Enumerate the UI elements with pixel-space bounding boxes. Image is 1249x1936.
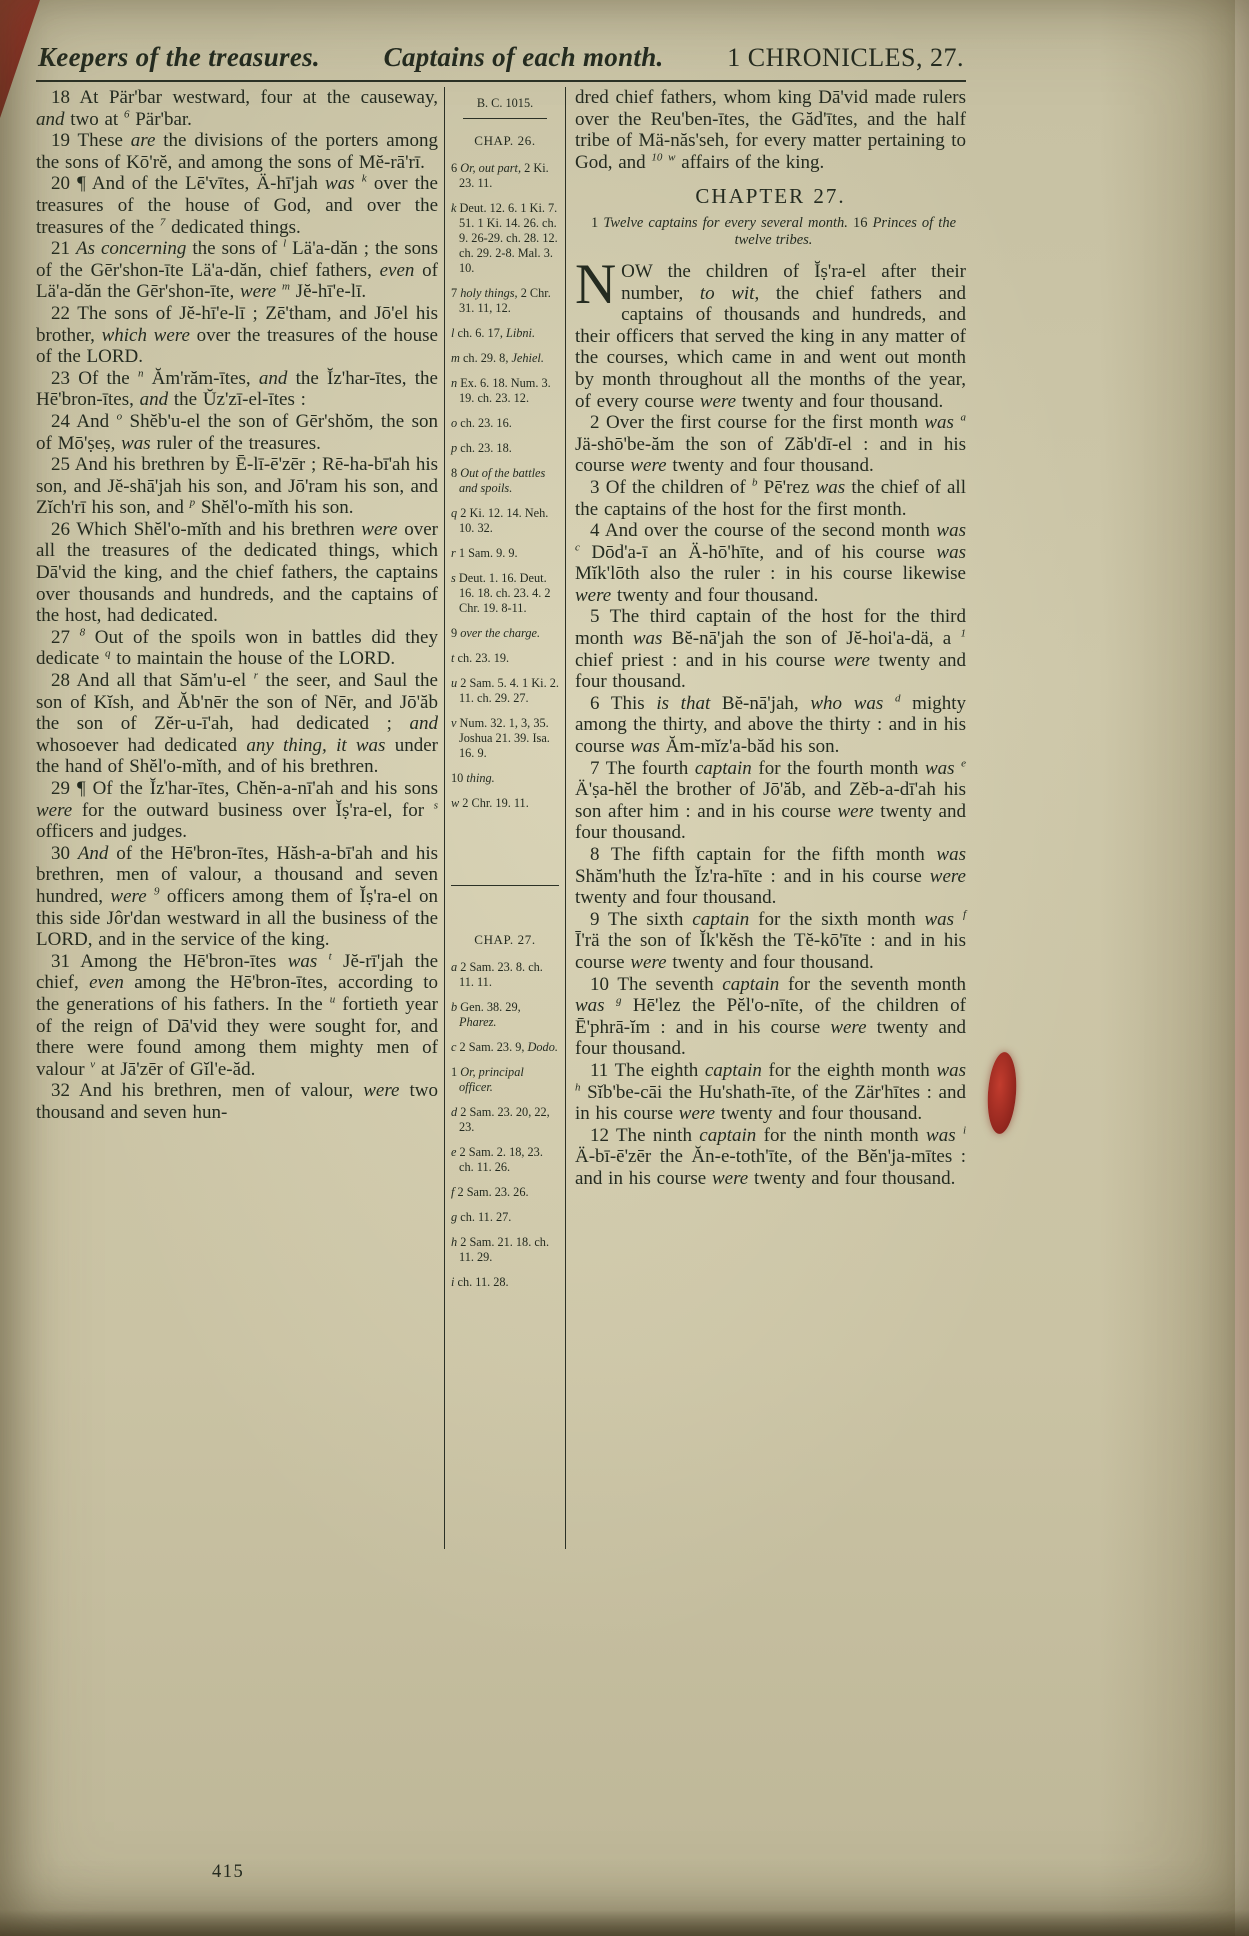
reference-entry: a 2 Sam. 23. 8. ch. 11. 11.: [451, 960, 543, 989]
verse-paragraph: 25 And his brethren by Ē-lī-ē'zēr ; Rē-ha-bī'ah his son, and Jĕ-shā'jah his son, and Jō'ram his son, and Zĭch'rī his son, and $^p$ Shĕl'o-mĭth his son.: [36, 454, 438, 519]
verse-paragraph: 31 Among the Hē'bron-ītes was $^t$ Jĕ-rī'jah the chief, even among the Hē'bron-ītes, according to the generations of his fathers. In the $^u$ fortieth year of the reign of Dā'vid they were sought for, and there were found among them mighty men of valour $^v$ at Jā'zēr of Gĭl'e-ăd.: [36, 950, 439, 1080]
margin-reference-column: [444, 87, 566, 1549]
running-head-center-title: Captains of each month.: [383, 42, 664, 72]
bc-date-label: B. C. 1015.: [476, 96, 534, 110]
reference-entry: s Deut. 1. 16. Deut. 16. 18. ch. 23. 4. 2 Chr. 19. 8-11.: [451, 571, 551, 615]
verse-paragraph: 26 Which Shĕl'o-mĭth and his brethren were over all the treasures of the dedicated things, which Dā'vid the king, and the chief fathers, the captains over thousands and hundreds, and the captains of the host, had dedicated.: [36, 518, 438, 627]
verse-paragraph: 27 $^8$ Out of the spoils won in battles did they dedicate $^q$ to maintain the house of the LORD.: [36, 626, 438, 670]
reference-entry: 6 Or, out part, 2 Ki. 23. 11.: [451, 161, 549, 190]
verse-paragraph: 12 The ninth captain for the ninth month was $^i$ Ä-bī-ē'zēr the Ăn-e-toth'īte, of the Bĕn'ja-mītes : and in his course were twenty and four thousand.: [575, 1124, 967, 1189]
reference-column-rule: [463, 118, 547, 119]
reference-entry: g ch. 11. 27.: [451, 1210, 512, 1224]
reference-entry: r 1 Sam. 9. 9.: [451, 546, 518, 560]
verse-paragraph: 20 ¶ And of the Lē'vītes, Ä-hī'jah was $^k$ over the treasures of the house of God, and over the treasures of the $^7$ dedicated things.: [36, 173, 438, 238]
reference-entry: v Num. 32. 1, 3, 35. Joshua 21. 39. Isa. 16. 9.: [451, 716, 550, 760]
running-head-left-title: Keepers of the treasures.: [38, 42, 320, 72]
page-number: 415: [212, 1862, 245, 1882]
verse-paragraph: 30 And of the Hē'bron-ītes, Hăsh-a-bī'ah and his brethren, men of valour, a thousand and seven hundred, were $^9$ officers among them of Ĭṣ'ra-el on this side Jôr'dan westward in all the business of the LORD, and in the service of the king.: [36, 842, 439, 951]
verse-paragraph: 19 These are the divisions of the porters among the sons of Kō'rĕ, and among the sons of Mĕ-rā'rī.: [36, 130, 438, 173]
verse-paragraph: 11 The eighth captain for the eighth month was $^h$ Sĭb'be-cāi the Hu'shath-īte, of the Zär'hītes : and in his course were twenty and four thousand.: [575, 1059, 967, 1125]
reference-entry: u 2 Sam. 5. 4. 1 Ki. 2. 11. ch. 29. 27.: [451, 676, 559, 705]
reference-entry: m ch. 29. 8, Jehiel.: [451, 351, 544, 365]
book-bottom-edge-shadow: [0, 1910, 1249, 1936]
reference-entry: b Gen. 38. 29, Pharez.: [451, 1000, 521, 1029]
reference-section-divider: [451, 885, 559, 886]
verse-paragraph: 18 At Pär'bar westward, four at the causeway, and two at $^6$ Pär'bar.: [36, 87, 438, 130]
verse-paragraph: 4 And over the course of the second month was $^c$ Dōd'a-ī an Ä-hō'hīte, and of his course was Mĭk'lōth also the ruler : in his course likewise were twenty and four thousand.: [575, 520, 966, 606]
chapter-heading: CHAPTER 27.: [695, 184, 846, 209]
right-text-column: [566, 87, 966, 1549]
chapter-summary: 1 Twelve captains for every several month. 16 Princes of the twelve tribes.: [591, 214, 957, 249]
verse-paragraph: 7 The fourth captain for the fourth month was $^e$ Ä'ṣa-hĕl the brother of Jō'ăb, and Zĕb-a-dī'ah his son after him : and in his course were twenty and four thousand.: [575, 757, 966, 844]
reference-entry: k Deut. 12. 6. 1 Ki. 7. 51. 1 Ki. 14. 26. ch. 9. 26-29. ch. 28. 12. ch. 29. 2-8. Mal. 3. 10.: [451, 201, 558, 275]
verse-paragraph: 3 Of the children of $^b$ Pē'rez was the chief of all the captains of the host for the first month.: [575, 476, 966, 520]
page-content: [36, 42, 966, 1549]
page-curve-shadow: [1099, 0, 1249, 1936]
right-column-verses: [575, 412, 966, 1189]
verse-paragraph: 5 The third captain of the host for the third month was Bĕ-nā'jah the son of Jĕ-hoi'a-dä, a $^1$ chief priest : and in his course were twenty and four thousand.: [575, 606, 967, 693]
book-fore-edge: [1235, 0, 1249, 1936]
reference-entry: 10 thing.: [451, 771, 495, 785]
reference-entry: o ch. 23. 16.: [451, 416, 512, 430]
red-book-edge-corner: [0, 0, 40, 118]
reference-entry: c 2 Sam. 23. 9, Dodo.: [451, 1040, 558, 1054]
verse-paragraph: 10 The seventh captain for the seventh month was $^g$ Hē'lez the Pĕl'o-nīte, of the children of Ē'phrā-ĭm : and in his course were twenty and four thousand.: [575, 973, 966, 1060]
verse-paragraph: 9 The sixth captain for the sixth month was $^f$ Ī'rä the son of Ĭk'kĕsh the Tĕ-kō'īte : and in his course were twenty and four thousand.: [575, 908, 966, 973]
chap-27-heading: CHAP. 27.: [474, 932, 536, 947]
header-rule: [36, 80, 966, 82]
verse-paragraph: 21 As concerning the sons of $^l$ Lä'a-dăn ; the sons of the Gēr'shon-īte Lä'a-dăn, chief fathers, even of Lä'a-dăn the Gēr'shon-īte, were $^m$ Jĕ-hī'e-lī.: [36, 237, 439, 303]
reference-entry: n Ex. 6. 18. Num. 3. 19. ch. 23. 12.: [451, 376, 551, 405]
chap-27-reference-list: [451, 960, 559, 1290]
verse-paragraph: 22 The sons of Jĕ-hī'e-lī ; Zē'tham, and Jō'el his brother, which were over the treasures of the house of the LORD.: [36, 302, 438, 368]
left-text-column: [36, 87, 438, 1549]
reference-entry: t ch. 23. 19.: [451, 651, 510, 665]
reference-entry: d 2 Sam. 23. 20, 22, 23.: [451, 1105, 550, 1134]
reference-entry: e 2 Sam. 2. 18, 23. ch. 11. 26.: [451, 1145, 543, 1174]
red-edge-stain: [985, 1051, 1019, 1135]
verse-paragraph: 2 Over the first course for the first month was $^a$ Jä-shō'be-ăm the son of Zăb'dī-el : and in his course were twenty and four thousand.: [575, 411, 967, 477]
reference-entry: w 2 Chr. 19. 11.: [451, 796, 529, 810]
reference-entry: q 2 Ki. 12. 14. Neh. 10. 32.: [451, 506, 549, 535]
verse-paragraph: 6 This is that Bĕ-nā'jah, who was $^d$ mighty among the thirty, and above the thirty : and in his course was Ăm-mĭz'a-băd his son.: [575, 692, 967, 758]
chap-26-heading: CHAP. 26.: [474, 133, 536, 148]
running-head: [36, 42, 966, 80]
verse-paragraph: 8 The fifth captain for the fifth month was Shăm'huth the Ĭz'ra-hīte : and in his course were twenty and four thousand.: [575, 844, 966, 909]
reference-entry: 9 over the charge.: [451, 626, 541, 640]
reference-entry: l ch. 6. 17, Libni.: [451, 326, 536, 340]
chap-26-reference-list: [451, 161, 559, 811]
drop-cap-letter: N: [575, 252, 617, 316]
verse-paragraph: 23 Of the $^n$ Ăm'răm-ītes, and the Ĭz'har-ītes, the Hē'bron-ītes, and the Ŭz'zī-el-ītes :: [36, 367, 438, 411]
first-verse-text: OW the children of Ĭṣ'ra-el after their number, to wit, the chief fathers and captains of thousands and hundreds, and their officers that served the king in any matter of the courses, which came in and went out month by month throughout all the months of the year, of every course were twenty and four thousand.: [575, 260, 967, 412]
running-head-book-reference: 1 CHRONICLES, 27.: [727, 43, 964, 72]
references-chap-26: [451, 133, 559, 811]
verse-paragraph-dropcap: [575, 252, 967, 412]
reference-entry: i ch. 11. 28.: [451, 1275, 509, 1289]
reference-entry: f 2 Sam. 23. 26.: [451, 1185, 529, 1199]
text-columns: [36, 87, 966, 1549]
reference-entry: 8 Out of the battles and spoils.: [451, 466, 546, 495]
reference-entry: h 2 Sam. 21. 18. ch. 11. 29.: [451, 1235, 550, 1264]
reference-entry: 7 holy things, 2 Chr. 31. 11, 12.: [451, 286, 551, 315]
references-chap-27: [451, 932, 559, 1290]
verse-paragraph: 28 And all that Săm'u-el $^r$ the seer, and Saul the son of Kĭsh, and Ăb'nēr the son of Nēr, and Jō'ăb the son of Zĕr-u-ī'ah, had dedicated ; and whosoever had dedicated any thing, it was under the hand of Shĕl'o-mĭth, and of his brethren.: [36, 669, 438, 778]
verse-paragraph: 24 And $^o$ Shĕb'u-el the son of Gēr'shŏm, the son of Mō'ṣeṣ, was ruler of the treasures.: [36, 410, 438, 454]
verse-paragraph: 32 And his brethren, men of valour, were two thousand and seven hun-: [36, 1080, 439, 1123]
reference-entry: p ch. 23. 18.: [451, 441, 512, 455]
verse-paragraph: 29 ¶ Of the Ĭz'har-ītes, Chĕn-a-nī'ah and his sons were for the outward business over Ĭṣ'ra-el, for $^s$ officers and judges.: [36, 778, 438, 843]
continuation-paragraph: dred chief fathers, whom king Dā'vid made rulers over the Reu'ben-ītes, the Găd'ītes, and the half tribe of Mä-năs'seh, for every matter pertaining to God, and $^{10}$ $^w$ affairs of the king.: [575, 87, 966, 173]
reference-entry: 1 Or, principal officer.: [451, 1065, 524, 1094]
